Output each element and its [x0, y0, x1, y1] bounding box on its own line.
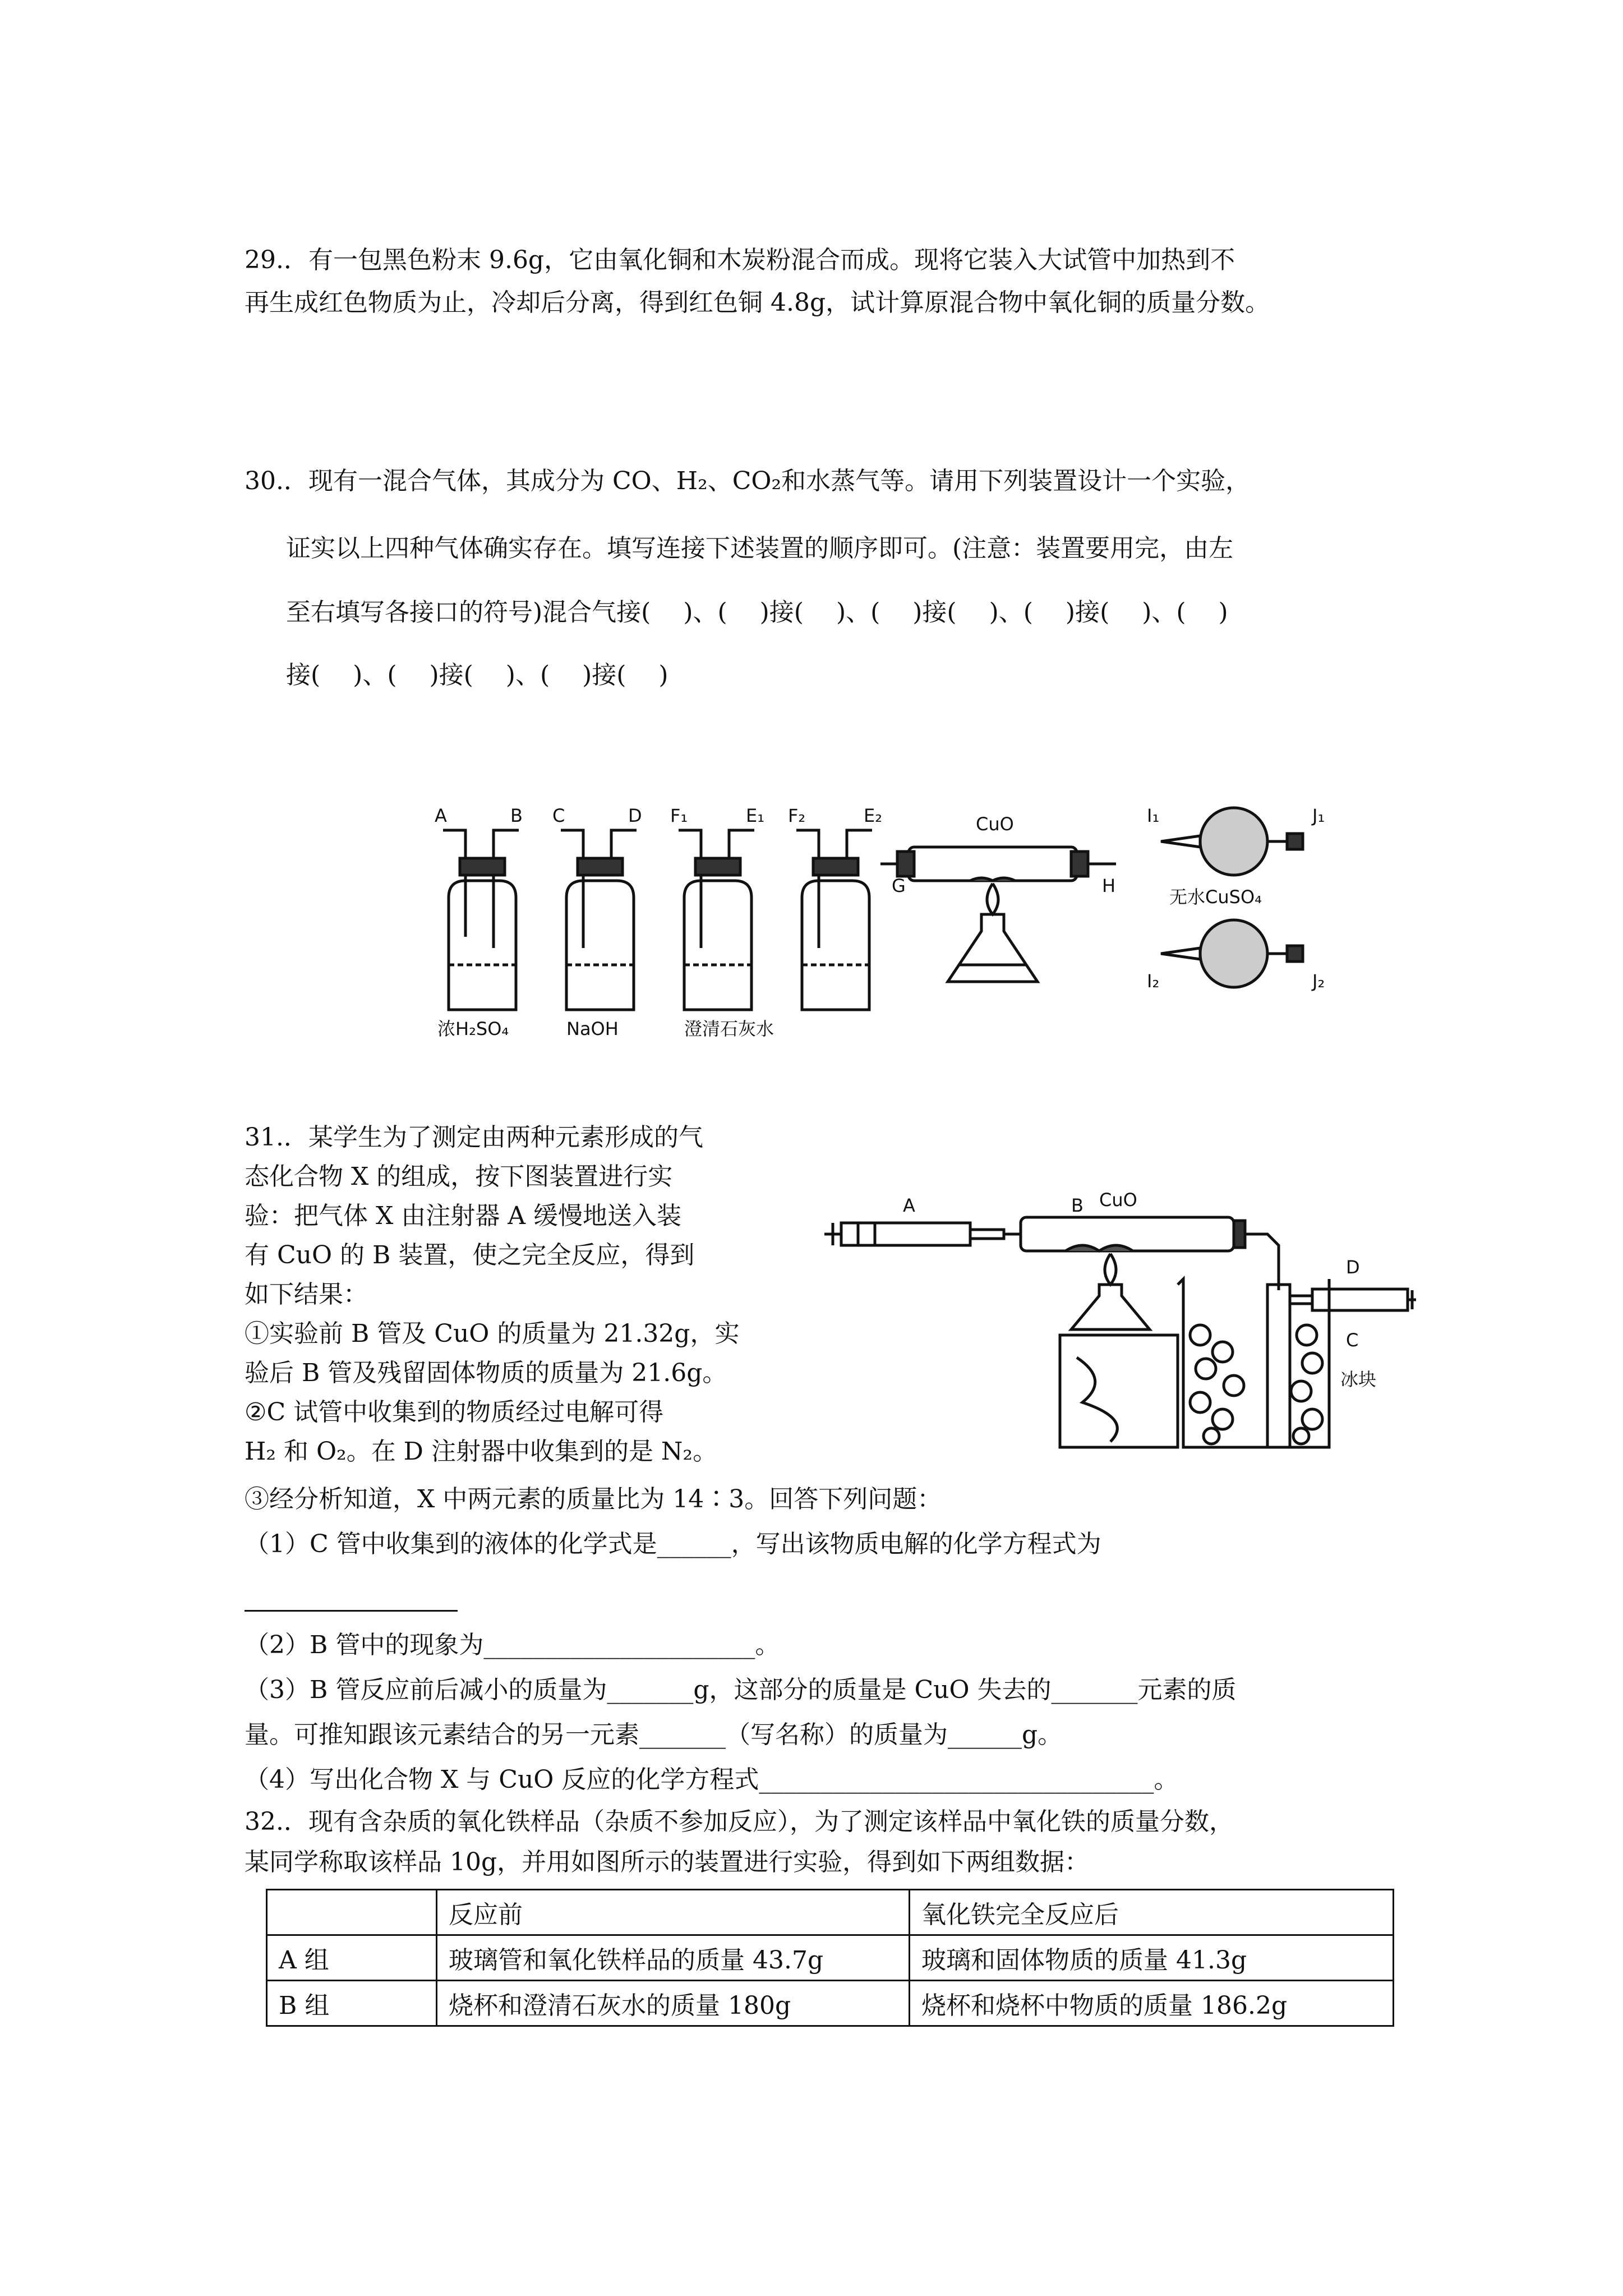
label-h: H	[1102, 875, 1116, 896]
q31-line1: 31.．某学生为了测定由两种元素形成的气	[245, 1123, 703, 1152]
table-cell: 玻璃管和氧化铁样品的质量 43.7g	[437, 1935, 910, 1981]
label-cuo: CuO	[1099, 1189, 1137, 1211]
label-j2: J₂	[1312, 970, 1325, 992]
label-conc-h2so4: 浓H₂SO₄	[437, 1018, 509, 1039]
q31-sub2: （2）B 管中的现象为______________________。	[245, 1631, 780, 1659]
label-b: B	[510, 805, 523, 826]
q31-line8: ②C 试管中收集到的物质经过电解可得	[245, 1398, 664, 1427]
label-i2: I₂	[1147, 970, 1160, 992]
q31-line4: 有 CuO 的 B 装置，使之完全反应，得到	[245, 1241, 695, 1269]
bottle-f2-e2	[796, 830, 872, 1010]
q29-line1: 29.．有一包黑色粉末 9.6g，它由氧化铜和木炭粉混合而成。现将它装入大试管中加热到不	[245, 246, 1235, 274]
table-header-cell	[267, 1890, 437, 1935]
syringe-a	[824, 1223, 1021, 1245]
label-c: C	[1346, 1329, 1359, 1351]
syringe-d	[1290, 1289, 1416, 1310]
q31-line9: H₂ 和 O₂。在 D 注射器中收集到的是 N₂。	[245, 1437, 718, 1466]
q32-line1: 32.．现有含杂质的氧化铁样品（杂质不参加反应），为了测定该样品中氧化铁的质量分数，	[245, 1807, 1234, 1836]
q32-data-table	[266, 1889, 1394, 2027]
q31-line6: ①实验前 B 管及 CuO 的质量为 21.32g，实	[245, 1319, 740, 1348]
bottle-f1-e1	[679, 830, 754, 1010]
label-naoh: NaOH	[566, 1018, 619, 1039]
table-header-row	[267, 1890, 1394, 1935]
table-cell: A 组	[267, 1935, 437, 1981]
label-cuo: CuO	[976, 813, 1014, 835]
q31-sub3a: （3）B 管反应前后减小的质量为_______g，这部分的质量是 CuO 失去的_______元素的质	[245, 1676, 1237, 1704]
answer-line-equation[interactable]	[245, 1610, 458, 1612]
label-limewater: 澄清石灰水	[684, 1018, 774, 1039]
q30-line1: 30.．现有一混合气体，其成分为 CO、H₂、CO₂和水蒸气等。请用下列装置设计一个实验，	[245, 467, 1251, 495]
table-header-cell: 反应前	[437, 1890, 910, 1935]
q31-sub4: （4）写出化合物 X 与 CuO 反应的化学方程式________________________________。	[245, 1765, 1179, 1794]
label-b: B	[1071, 1195, 1083, 1216]
q32-line2: 某同学称取该样品 10g，并用如图所示的装置进行实验，得到如下两组数据：	[245, 1848, 1090, 1876]
label-e1: E₁	[746, 805, 765, 826]
bottle-c-d	[561, 830, 637, 1010]
label-d: D	[628, 805, 642, 826]
table-header-cell: 氧化铁完全反应后	[910, 1890, 1394, 1935]
q29-line2: 再生成红色物质为止，冷却后分离，得到红色铜 4.8g，试计算原混合物中氧化铜的质量分数。	[245, 288, 1270, 317]
q31-line-ratio: ③经分析知道，X 中两元素的质量比为 14∶3。回答下列问题：	[245, 1485, 942, 1513]
table-cell: 烧杯和烧杯中物质的质量 186.2g	[910, 1981, 1394, 2026]
q31-line7: 验后 B 管及残留固体物质的质量为 21.6g。	[245, 1359, 727, 1387]
bottle-a-b	[443, 830, 519, 1010]
label-d: D	[1346, 1257, 1360, 1278]
q30-line4: 接( )、( )接( )、( )接( )	[286, 661, 668, 689]
label-i1: I₁	[1147, 805, 1160, 826]
table-cell: B 组	[267, 1981, 437, 2026]
table-row	[267, 1935, 1394, 1981]
q31-apparatus-figure	[819, 1167, 1419, 1458]
label-f1: F₁	[670, 805, 688, 826]
tube-b	[1021, 1217, 1279, 1290]
label-a: A	[435, 805, 447, 826]
label-j1: J₁	[1312, 805, 1325, 826]
label-g: G	[892, 875, 906, 896]
label-a: A	[903, 1195, 915, 1216]
q31-sub3b: 量。可推知跟该元素结合的另一元素_______（写名称）的质量为______g。	[245, 1720, 1063, 1749]
table-cell: 烧杯和澄清石灰水的质量 180g	[437, 1981, 910, 2026]
label-ice: 冰块	[1340, 1369, 1377, 1390]
burner-b	[1060, 1254, 1178, 1447]
table-cell: 玻璃和固体物质的质量 41.3g	[910, 1935, 1394, 1981]
cuo-tube-burner	[880, 847, 1116, 982]
q31-sub1: （1）C 管中收集到的液体的化学式是______，写出该物质电解的化学方程式为	[245, 1530, 1101, 1558]
label-anhydrous-cuso4: 无水CuSO₄	[1169, 886, 1262, 908]
drying-tube-i2-j2	[1161, 920, 1303, 987]
q31-line2: 态化合物 X 的组成，按下图装置进行实	[245, 1162, 673, 1191]
label-e2: E₂	[864, 805, 883, 826]
label-f2: F₂	[788, 805, 806, 826]
q31-line5: 如下结果：	[245, 1280, 368, 1309]
q30-apparatus-figure	[415, 797, 1380, 1043]
q31-line3: 验：把气体 X 由注射器 A 缓慢地送入装	[245, 1202, 682, 1230]
label-c: C	[552, 805, 565, 826]
table-row	[267, 1981, 1394, 2026]
q30-line2: 证实以上四种气体确实存在。填写连接下述装置的顺序即可。(注意：装置要用完，由左	[286, 534, 1234, 563]
q30-line3: 至右填写各接口的符号)混合气接( )、( )接( )、( )接( )、( )接( )、( )	[286, 598, 1228, 627]
drying-tube-i1-j1	[1161, 808, 1303, 875]
